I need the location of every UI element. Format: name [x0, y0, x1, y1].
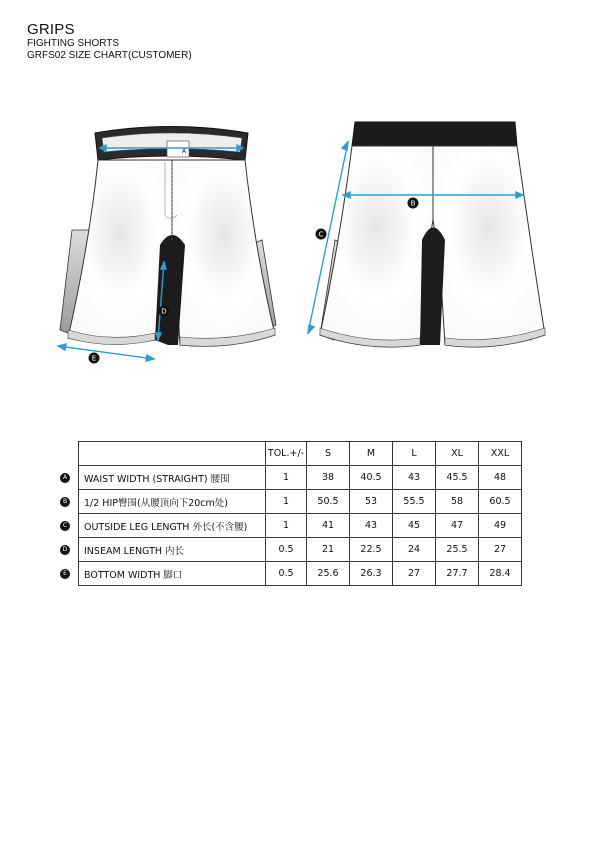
row-marker-b: B: [60, 497, 70, 507]
header-tolerance: TOL.+/-: [266, 442, 307, 466]
cell-xxl: 27: [479, 538, 522, 562]
cell-s: 50.5: [307, 490, 350, 514]
svg-text:E: E: [91, 354, 97, 363]
cell-xxl: 60.5: [479, 490, 522, 514]
row-marker-e: E: [60, 569, 70, 579]
chart-title: GRFS02 SIZE CHART(CUSTOMER): [27, 50, 192, 61]
svg-text:C: C: [318, 230, 324, 239]
cell-xl: 47: [436, 514, 479, 538]
cell-xl: 45.5: [436, 466, 479, 490]
row-label: INSEAM LENGTH 内长: [79, 538, 266, 562]
cell-l: 27: [393, 562, 436, 586]
cell-s: 25.6: [307, 562, 350, 586]
row-marker-c: C: [60, 521, 70, 531]
table-row: [79, 490, 522, 514]
row-label: WAIST WIDTH (STRAIGHT) 腰围: [79, 466, 266, 490]
row-label: BOTTOM WIDTH 脚口: [79, 562, 266, 586]
cell-xxl: 49: [479, 514, 522, 538]
brand-title: GRIPS: [27, 21, 75, 38]
cell-m: 26.3: [350, 562, 393, 586]
marker-d: [159, 306, 170, 317]
marker-e: [89, 353, 100, 364]
table-row: [79, 538, 522, 562]
cell-xl: 27.7: [436, 562, 479, 586]
cell-l: 43: [393, 466, 436, 490]
cell-s: 41: [307, 514, 350, 538]
shorts-diagram: [0, 0, 597, 420]
table-row: [79, 466, 522, 490]
marker-c: [316, 229, 327, 240]
cell-tol: 1: [266, 514, 307, 538]
cell-l: 55.5: [393, 490, 436, 514]
size-chart-table: [78, 441, 522, 586]
cell-xxl: 48: [479, 466, 522, 490]
svg-text:A: A: [181, 148, 187, 155]
row-marker-a: A: [60, 473, 70, 483]
cell-tol: 1: [266, 466, 307, 490]
product-name: FIGHTING SHORTS: [27, 38, 120, 49]
cell-m: 40.5: [350, 466, 393, 490]
back-view: [320, 122, 545, 347]
header-size-m: M: [350, 442, 393, 466]
cell-l: 45: [393, 514, 436, 538]
cell-xl: 25.5: [436, 538, 479, 562]
header-size-xxl: XXL: [479, 442, 522, 466]
header-size-xl: XL: [436, 442, 479, 466]
cell-tol: 1: [266, 490, 307, 514]
svg-text:D: D: [161, 307, 167, 316]
cell-m: 22.5: [350, 538, 393, 562]
cell-m: 53: [350, 490, 393, 514]
row-marker-d: D: [60, 545, 70, 555]
cell-s: 21: [307, 538, 350, 562]
table-row: [79, 562, 522, 586]
cell-xxl: 28.4: [479, 562, 522, 586]
cell-xl: 58: [436, 490, 479, 514]
cell-s: 38: [307, 466, 350, 490]
header-blank: [79, 442, 266, 466]
table-header-row: [79, 442, 522, 466]
header-size-l: L: [393, 442, 436, 466]
cell-m: 43: [350, 514, 393, 538]
marker-b: [408, 198, 419, 209]
cell-l: 24: [393, 538, 436, 562]
cell-tol: 0.5: [266, 538, 307, 562]
row-label: 1/2 HIP臀围(从腰顶向下20cm处): [79, 490, 266, 514]
table-row: [79, 514, 522, 538]
cell-tol: 0.5: [266, 562, 307, 586]
svg-text:B: B: [410, 199, 416, 208]
row-label: OUTSIDE LEG LENGTH 外长(不含腰): [79, 514, 266, 538]
header-size-s: S: [307, 442, 350, 466]
